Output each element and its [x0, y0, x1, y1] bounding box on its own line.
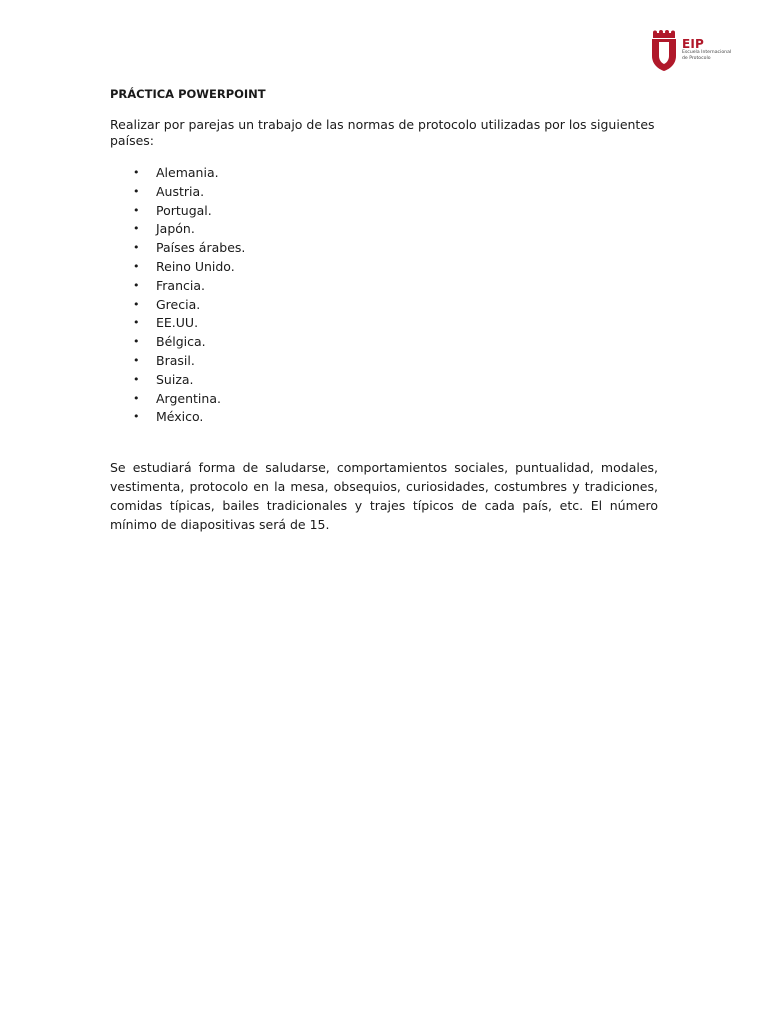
document-title: PRÁCTICA POWERPOINT	[110, 87, 266, 101]
country-name: Alemania.	[156, 165, 219, 180]
list-item	[110, 202, 658, 221]
document-body	[110, 87, 658, 534]
list-item	[110, 390, 658, 409]
bullet-icon: •	[133, 241, 140, 255]
country-name: Portugal.	[156, 202, 212, 218]
bullet-icon: •	[133, 297, 140, 311]
list-item	[110, 164, 658, 183]
list-item	[110, 183, 658, 202]
country-name: Japón.	[156, 221, 195, 237]
country-name: Francia.	[156, 277, 205, 293]
country-name: México.	[156, 409, 204, 425]
country-name: Países árabes.	[156, 240, 246, 256]
list-item	[110, 277, 658, 296]
bullet-icon: •	[133, 353, 140, 367]
list-item	[110, 239, 658, 258]
bullet-icon: •	[133, 166, 140, 179]
bullet-icon: •	[133, 335, 140, 349]
instructions-paragraph: Se estudiará forma de saludarse, comportamientos sociales, puntualidad, modales, vestimenta, protocolo en la mesa, obsequios, curiosidades, costumbres y tradiciones, comidas típicas, bailes tradicionales y trajes típicos de cada país, etc. El número mínimo de diapositivas será de 15.	[110, 460, 658, 532]
country-name: Suiza.	[156, 371, 194, 387]
bullet-icon: •	[133, 278, 140, 292]
country-name: Bélgica.	[156, 334, 206, 350]
country-list	[110, 164, 658, 427]
bullet-icon: •	[133, 184, 140, 198]
list-item	[110, 333, 658, 352]
list-item	[110, 408, 658, 427]
bullet-icon: •	[133, 203, 140, 217]
logo-abbreviation: EIP	[682, 37, 705, 51]
bullet-icon: •	[133, 316, 140, 330]
bullet-icon: •	[133, 410, 140, 424]
shield-icon	[650, 30, 678, 72]
list-item	[110, 371, 658, 390]
logo-subtitle-line2: de Protocolo	[682, 55, 711, 61]
logo-subtitle-line1: Escuela Internacional	[682, 50, 732, 55]
country-name: Argentina.	[156, 390, 221, 406]
eip-logo	[650, 30, 736, 74]
country-name: Austria.	[156, 183, 205, 199]
list-item	[110, 314, 658, 333]
list-item	[110, 352, 658, 371]
bullet-icon: •	[133, 372, 140, 386]
bullet-icon: •	[133, 222, 140, 236]
list-item	[110, 220, 658, 239]
list-item	[110, 296, 658, 315]
country-name: EE.UU.	[156, 315, 199, 331]
country-name: Grecia.	[156, 296, 201, 312]
bullet-icon: •	[133, 391, 140, 405]
country-name: Brasil.	[156, 352, 195, 368]
bullet-icon: •	[133, 259, 140, 273]
list-item	[110, 258, 658, 277]
country-name: Reino Unido.	[156, 258, 235, 274]
intro-paragraph: Realizar por parejas un trabajo de las normas de protocolo utilizadas por los siguientes países:	[110, 117, 655, 148]
